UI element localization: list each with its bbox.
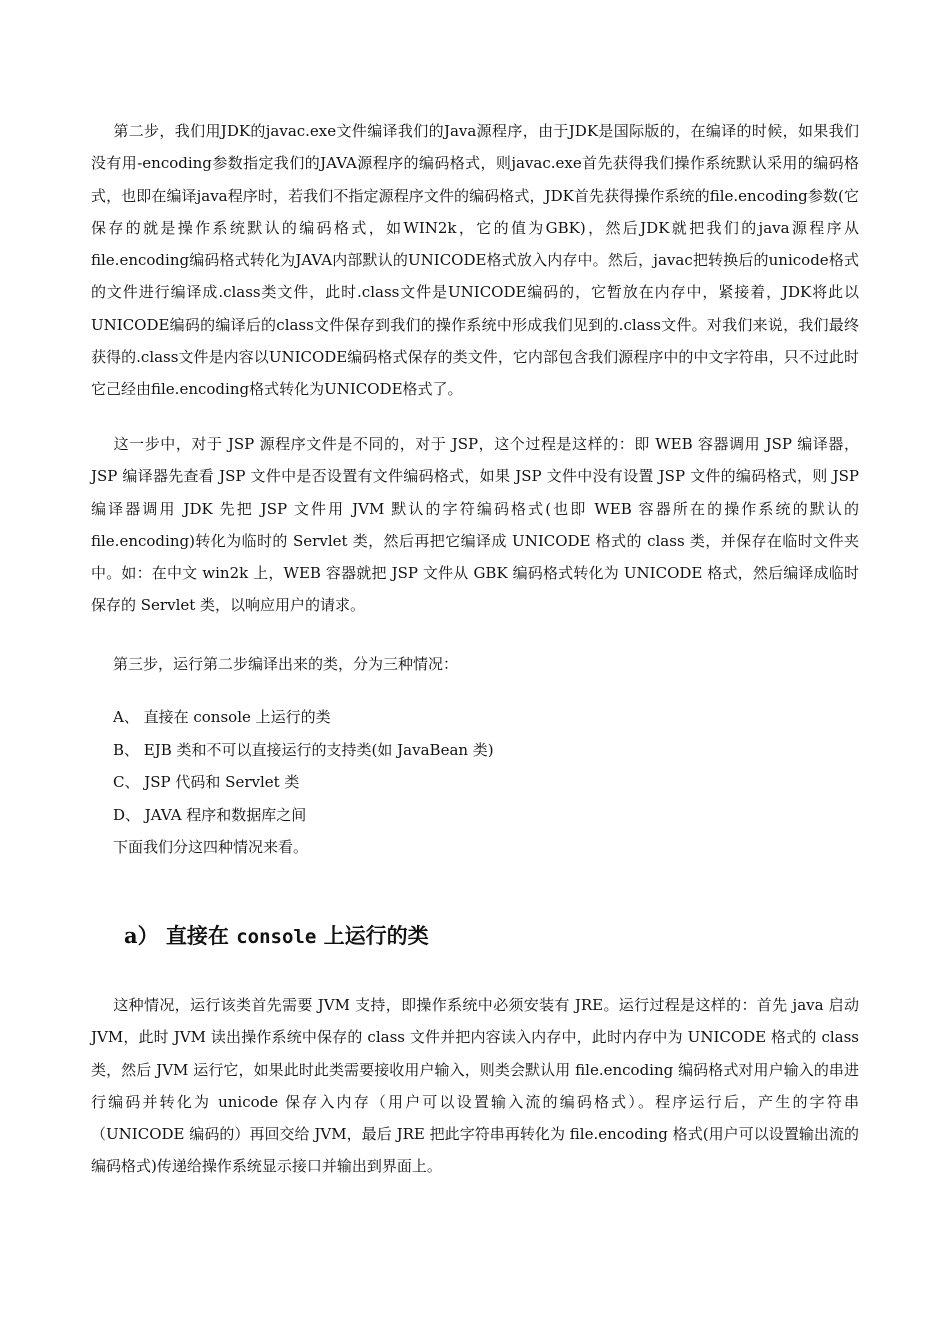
paragraph-jsp-process-text: 这一步中，对于 JSP 源程序文件是不同的，对于 JSP，这个过程是这样的：即 WEB 容器调用 JSP 编译器，JSP 编译器先查看 JSP 文件中是否设置有文件编码格式，如果 JSP 文件中没有设置 JSP 文件的编码格式，则 JSP 编译器调用 JDK 先把 JSP 文件用 JVM 默认的字符编码格式(也即 WEB 容器所在的操作系统的默认的 file.encoding)转化为临时的 Servlet 类，然后再把它编译成 UNICODE 格式的 class 类，并保存在临时文件夹中。如：在中文 win2k 上，WEB 容器就把 JSP 文件从 GBK 编码格式转化为 UNICODE 格式，然后编译成临时保存的 Servlet 类，以响应用户的请求。 [91,435,859,615]
heading-text-post: 上运行的类 [323,923,429,948]
section-heading [124,918,429,955]
paragraph-console-run-text: 这种情况，运行该类首先需要 JVM 支持，即操作系统中必须安装有 JRE。运行过程是这样的：首先 java 启动 JVM，此时 JVM 读出操作系统中保存的 class 文件并把内容读入内存中，此时内存中为 UNICODE 格式的 class 类，然后 JVM 运行它，如果此时此类需要接收用户输入，则类会默认用 file.encoding 编码格式对用户输入的串进行编码并转化为 unicode 保存入内存（用户可以设置输入流的编码格式）。程序运行后，产生的字符串（UNICODE 编码的）再回交给 JVM，最后 JRE 把此字符串再转化为 file.encoding 格式(用户可以设置输出流的编码格式)传递给操作系统显示接口并输出到界面上。 [91,996,859,1176]
list-item: C、 JSP 代码和 Servlet 类 [113,773,300,791]
heading-text-pre: 直接在 [165,923,229,948]
heading-prefix: a） [124,923,159,948]
heading-code: console [236,926,317,948]
case-list [113,701,813,864]
paragraph-step-two-text: 第二步，我们用JDK的javac.exe文件编译我们的Java源程序，由于JDK是国际版的，在编译的时候，如果我们没有用-encoding参数指定我们的JAVA源程序的编码格式，则javac.exe首先获得我们操作系统默认采用的编码格式，也即在编译java程序时，若我们不指定源程序文件的编码格式，JDK首先获得操作系统的file.encoding参数(它保存的就是操作系统默认的编码格式，如WIN2k，它的值为GBK)，然后JDK就把我们的java源程序从file.encoding编码格式转化为JAVA内部默认的UNICODE格式放入内存中。然后，javac把转换后的unicode格式的文件进行编译成.class类文件，此时.class文件是UNICODE编码的，它暂放在内存中，紧接着，JDK将此以UNICODE编码的编译后的class文件保存到我们的操作系统中形成我们见到的.class文件。对我们来说，我们最终获得的.class文件是内容以UNICODE编码格式保存的类文件，它内部包含我们源程序中的中文字符串，只不过此时它己经由file.encoding格式转化为UNICODE格式了。 [91,122,859,399]
paragraph-console-run [91,989,859,1183]
paragraph-step-three [91,648,859,680]
list-item: B、 EJB 类和不可以直接运行的支持类(如 JavaBean 类) [113,740,494,759]
paragraph-step-two [91,115,859,406]
paragraph-step-three-text: 第三步，运行第二步编译出来的类，分为三种情况： [113,655,459,673]
list-item: D、 JAVA 程序和数据库之间 [113,805,307,824]
paragraph-jsp-process [91,428,859,622]
list-item: A、 直接在 console 上运行的类 [113,708,331,726]
list-summary: 下面我们分这四种情况来看。 [113,838,309,856]
